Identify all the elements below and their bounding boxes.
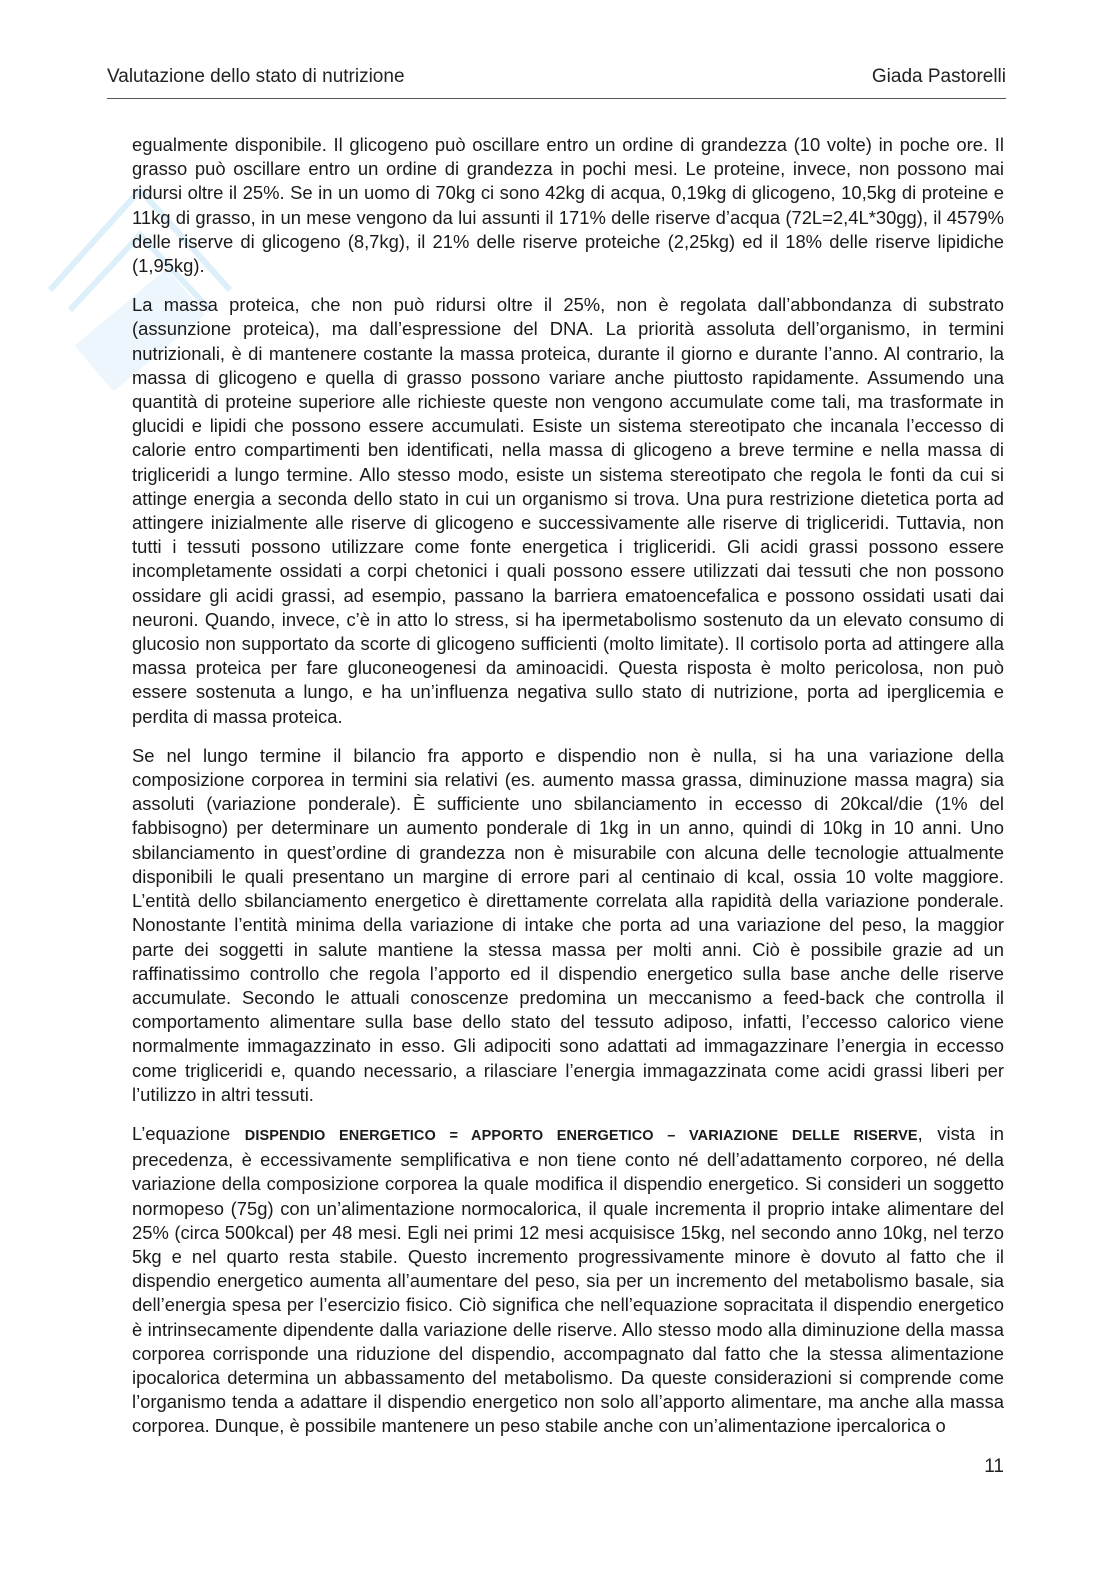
document-body (132, 133, 1004, 1439)
equation-rest: , vista in precedenza, è eccessivamente semplificativa e non tiene conto né dell’adattamento corporeo, né della variazione della composizione corporea la quale modifica il dispendio energetico. Si consideri un soggetto normopeso (75g) con un’alimentazione normocalorica, il quale incrementa il proprio intake alimentare del 25% (circa 500kcal) per 48 mesi. Egli nei primi 12 mesi acquisisce 15kg, nel secondo anno 10kg, nel terzo 5kg e nel quarto resta stabile. Questo incremento progressivamente minore è dovuto al fatto che il dispendio energetico aumenta all’aumentare del peso, sia per un incremento del metabolismo basale, sia dell’energia spesa per l’esercizio fisico. Ciò significa che nell’equazione sopracitata il dispendio energetico è intrinsecamente dipendente dalla variazione delle riserve. Allo stesso modo alla diminuzione della massa corporea corrisponde una riduzione del dispendio, accompagnato dal fatto che la stessa alimentazione ipocalorica determina un abbassamento del metabolismo. Da queste considerazioni si comprende come l’organismo tenda a adattare il dispendio energetico non solo all’apporto alimentare, ma anche alla massa corporea. Dunque, è possibile mantenere un peso stabile anche con un’alimentazione ipercalorica o (132, 1122, 1004, 1437)
paragraph-3: Se nel lungo termine il bilancio fra apporto e dispendio non è nulla, si ha una variazione della composizione corporea in termini sia relativi (es. aumento massa grassa, diminuzione massa magra) sia assoluti (variazione ponderale). È sufficiente uno sbilanciamento in eccesso di 20kcal/die (1% del fabbisogno) per determinare un aumento ponderale di 1kg in un anno, quindi di 10kg in 10 anni. Uno sbilanciamento in quest’ordine di grandezza non è misurabile con alcuna delle tecnologie attualmente disponibili le quali presentano un margine di errore pari al centinaio di kcal, ossia 10 volte maggiore. L’entità dello sbilanciamento energetico è direttamente correlata alla rapidità della variazione ponderale. Nonostante l’entità minima della variazione di intake che porta ad una variazione del peso, la maggior parte dei soggetti in salute mantiene la stessa massa per molti anni. Ciò è possibile grazie ad un raffinatissimo controllo che regola l’apporto ed il dispendio energetico sulla base anche delle riserve accumulate. Secondo le attuali conoscenze predomina un meccanismo a feed-back che controlla il comportamento alimentare sulla base dello stato del tessuto adiposo, infatti, l’eccesso calorico viene normalmente immagazzinato in esso. Gli adipociti sono adattati ad immagazzinare l’energia in eccesso come trigliceridi e, quando necessario, a rilasciare l’energia immagazzinata come acidi grassi liberi per l’utilizzo in altri tessuti. (132, 744, 1004, 1105)
equation-lead: L’equazione (132, 1122, 245, 1144)
page-header (107, 66, 1006, 88)
equation-text: DISPENDIO ENERGETICO = APPORTO ENERGETICO – VARIAZIONE DELLE RISERVE (244, 1127, 918, 1144)
header-divider (107, 98, 1006, 99)
header-title: Valutazione dello stato di nutrizione (107, 66, 405, 87)
paragraph-1: egualmente disponibile. Il glicogeno può oscillare entro un ordine di grandezza (10 volte) in poche ore. Il grasso può oscillare entro un ordine di grandezza in pochi mesi. Le proteine, invece, non possono mai ridursi oltre il 25%. Se in un uomo di 70kg ci sono 42kg di acqua, 0,19kg di glicogeno, 10,5kg di proteine e 11kg di grasso, in un mese vengono da lui assunti il 171% delle riserve d’acqua (72L=2,4L*30gg), il 4579% delle riserve di glicogeno (8,7kg), il 21% delle riserve proteiche (2,25kg) ed il 18% delle riserve lipidiche (1,95kg). (132, 134, 1004, 277)
paragraph-4 (132, 1122, 1004, 1439)
paragraph-2: La massa proteica, che non può ridursi oltre il 25%, non è regolata dall’abbondanza di substrato (assunzione proteica), ma dall’espressione del DNA. La priorità assoluta dell’organismo, in termini nutrizionali, è di mantenere costante la massa proteica, durante il giorno e durante l’anno. Al contrario, la massa di glicogeno e quella di grasso possono variare anche piuttosto rapidamente. Assumendo una quantità di proteine superiore alle richieste queste non vengono accumulate come tali, ma trasformate in glucidi e lipidi che possono essere accumulati. Esiste un sistema stereotipato che incanala l’eccesso di calorie entro compartimenti ben identificati, nella massa di glicogeno a breve termine e nella massa di trigliceridi a lungo termine. Allo stesso modo, esiste un sistema stereotipato che regola le fonti da cui si attinge energia a seconda dello stato in cui un organismo si trova. Una pura restrizione dietetica porta ad attingere inizialmente alle riserve di glicogeno e successivamente alle riserve di trigliceridi. Tuttavia, non tutti i tessuti possono utilizzare come fonte energetica i trigliceridi. Gli acidi grassi possono essere incompletamente ossidati a corpi chetonici i quali possono essere utilizzati dai tessuti che non possono ossidare gli acidi grassi, ad esempio, passano la barriera ematoencefalica e possono ossidati usati dai neuroni. Quando, invece, c’è in atto lo stress, si ha ipermetabolismo sostenuto da un elevato consumo di glucosio non supportato da scorte di glicogeno sufficienti (molto limitate). Il cortisolo porta ad attingere alla massa proteica per fare gluconeogenesi da aminoacidi. Questa risposta è molto pericolosa, non può essere sostenuta a lungo, e ha un’influenza negativa sullo stato di nutrizione, porta ad iperglicemia e perdita di massa proteica. (132, 294, 1004, 727)
page-number: 11 (984, 1456, 1004, 1477)
header-author: Giada Pastorelli (871, 66, 1006, 87)
